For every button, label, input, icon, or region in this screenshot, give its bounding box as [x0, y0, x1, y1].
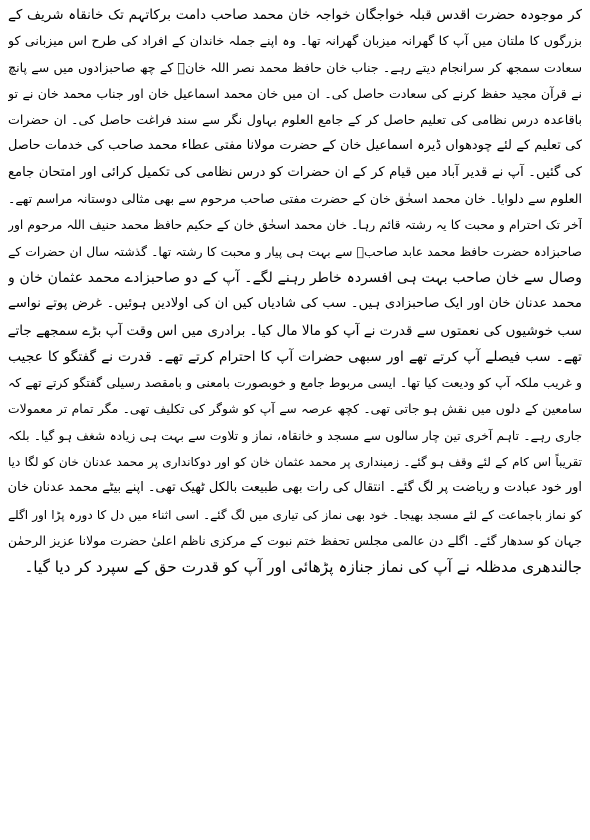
- text-line: محمد عدنان خان اور ایک صاحبزادی ہیں۔ سب کی شادیاں کیں ان کی اولادیں ہوئیں۔ غرض پوتے نواسے: [8, 296, 582, 312]
- text-line: اور خود عبادت و ریاضت پر لگ گئے۔ انتقال کی رات بھی طبیعت بالکل ٹھیک تھی۔ اپنے بیٹے محمد عدنان خان: [8, 480, 582, 496]
- text-line: و غریب ملکہ آپ کو ودیعت کیا تھا۔ ایسی مربوط جامع و خوبصورت بامعنی و بامقصد رسیلی گفتگو کرتے تھے کہ: [8, 376, 582, 391]
- text-line: صاحبزادہ حضرت حافظ محمد عابد صاحبؒ سے بہت ہی پیار و محبت کا رشتہ تھا۔ گذشتہ سال ان حضرات کے: [8, 244, 582, 259]
- text-line: جہان کو سدھار گئے۔ اگلے دن عالمی مجلس تحفظ ختم نبوت کے مرکزی ناظم اعلیٰ حضرت مولانا عزیز الرحمٰن: [8, 533, 582, 548]
- text-line: بزرگوں کا ملتان میں آپ کا گھرانہ میزبان گھرانہ تھا۔ وہ اپنے جملہ خاندان کے افراد کی طرح اس میزبانی کو: [8, 33, 582, 49]
- text-line: کی تعلیم کے لئے چودھواں ڈیرہ اسماعیل خان کے حضرت مولانا مفتی عطاء محمد صاحب کی خدمات حاصل: [8, 138, 582, 154]
- text-line: کر موجودہ حضرت اقدس قبلہ خواجگان خواجہ خان محمد صاحب دامت برکاتہم تک خانقاہ شریف کے: [8, 7, 582, 23]
- text-line: نے قرآن مجید حفظ کرنے کی سعادت حاصل کی۔ ان میں خان محمد اسماعیل خان اور جناب محمد خان نے تو: [8, 85, 582, 101]
- text-line: سب خوشیوں کی نعمتوں سے قدرت نے آپ کو مالا مال کیا۔ برادری میں اس وقت آپ بڑے سمجھے جاتے: [8, 322, 582, 339]
- text-line: کو نماز باجماعت کے لئے مسجد بھیجا۔ خود بھی نماز کی تیاری میں لگ گئے۔ اسی اثناء میں دل کا دورہ پڑا اور اگلے: [8, 507, 582, 522]
- text-line-last: جالندھری مدظلہ نے آپ کی نماز جنازہ پڑھائی اور آپ کو قدرت حق کے سپرد کر دیا گیا۔: [24, 558, 582, 577]
- text-line: کی گئیں۔ آپ نے قدیر آباد میں قیام کر کے ان حضرات کو درس نظامی کی تکمیل کرائی اور امتحان جامع: [8, 164, 582, 180]
- text-line: جاری رہے۔ تاہم آخری تین چار سالوں سے مسجد و خانقاہ، نماز و تلاوت سے بہت ہی زیادہ شغف ہو گیا۔ بلکہ: [8, 428, 582, 443]
- text-line: تھے۔ سب فیصلے آپ کرتے تھے اور سبھی حضرات آپ کا احترام کرتے تھے۔ قدرت نے گفتگو کا عجیب: [8, 348, 582, 365]
- text-line: سعادت سمجھ کر سرانجام دیتے رہے۔ جناب خان حافظ محمد نصر اللہ خانؒ کے چھ صاحبزادوں میں سے پانچ: [8, 59, 582, 75]
- text-line: تقریباً اس کام کے لئے وقف ہو گئے۔ زمینداری پر محمد عثمان خان کو اور دوکانداری پر محمد عدنان خان کو لگا دیا: [8, 455, 582, 470]
- text-line: باقاعدہ درس نظامی کی تعلیم حاصل کر کے جامع العلوم بہاول نگر سے سند فراغت حاصل کی۔ ان حضرات: [8, 112, 582, 128]
- text-line: العلوم سے دلوایا۔ خان محمد اسحٰق خان کے حضرت مفتی صاحب مرحوم سے بھی مثالی دوستانہ مراسم تھے۔: [8, 191, 582, 207]
- text-line: آخر تک احترام و محبت کا یہ رشتہ قائم رہا۔ خان محمد اسحٰق خان کے حکیم حافظ محمد حنیف اللہ مرحوم اور: [8, 218, 582, 233]
- text-line: سامعین کے دلوں میں نقش ہو جاتی تھی۔ کچھ عرصہ سے آپ کو شوگر کی تکلیف تھی۔ مگر تمام تر معمولات: [8, 402, 582, 417]
- text-line: وصال سے خان صاحب بہت ہی افسردہ خاطر رہنے لگے۔ آپ کے دو صاحبزادے محمد عثمان خان و: [8, 269, 582, 286]
